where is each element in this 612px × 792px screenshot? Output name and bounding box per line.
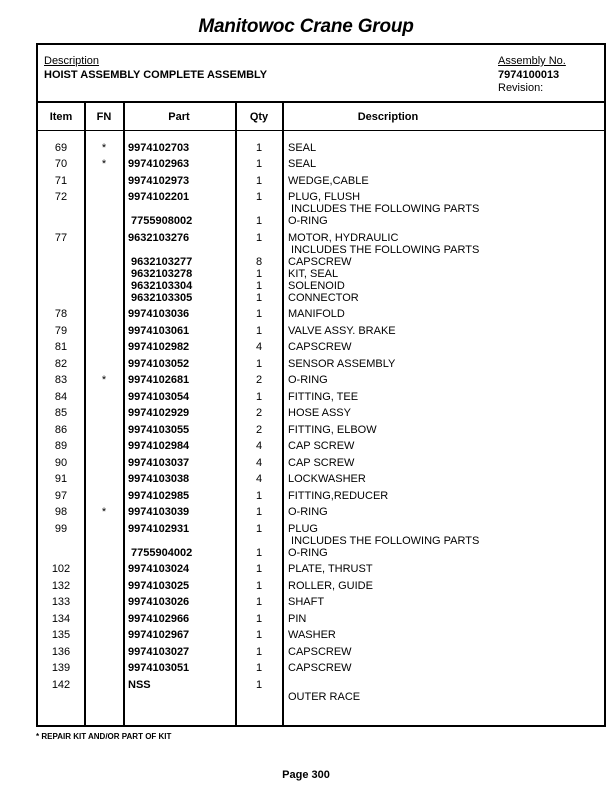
part-number-cell: 9974103039	[128, 506, 190, 518]
qty-cell: 1	[255, 662, 263, 674]
description-cell: INCLUDES THE FOLLOWING PARTS	[288, 203, 480, 215]
part-number-cell: 9974102984	[128, 440, 190, 452]
item-cell: 102	[51, 563, 71, 575]
qty-cell: 1	[255, 142, 263, 154]
item-cell: 135	[51, 629, 71, 641]
qty-cell: 1	[255, 358, 263, 370]
col-header-item: Item	[49, 111, 73, 123]
fn-cell: *	[101, 158, 107, 170]
item-cell: 83	[54, 374, 68, 386]
description-cell: ROLLER, GUIDE	[288, 580, 373, 592]
description-cell: OUTER RACE	[288, 691, 361, 703]
item-cell: 97	[54, 490, 68, 502]
qty-cell: 1	[255, 563, 263, 575]
part-number-cell: 9974102985	[128, 490, 190, 502]
qty-cell: 2	[255, 374, 263, 386]
description-cell: CONNECTOR	[288, 292, 359, 304]
description-cell: CAP SCREW	[288, 440, 355, 452]
description-cell: INCLUDES THE FOLLOWING PARTS	[288, 244, 480, 256]
description-cell: SEAL	[288, 158, 317, 170]
qty-cell: 1	[255, 391, 263, 403]
description-cell: VALVE ASSY. BRAKE	[288, 325, 396, 337]
item-cell: 72	[54, 191, 68, 203]
item-cell: 85	[54, 407, 68, 419]
part-number-cell: 7755904002	[128, 547, 193, 559]
document-title: Manitowoc Crane Group	[198, 16, 414, 37]
item-cell: 139	[51, 662, 71, 674]
part-number-cell: 9974103026	[128, 596, 190, 608]
description-cell: CAPSCREW	[288, 662, 352, 674]
qty-cell: 1	[255, 580, 263, 592]
parts-table-frame	[36, 43, 606, 727]
part-number-cell: 9974102703	[128, 142, 190, 154]
item-cell: 82	[54, 358, 68, 370]
description-cell: SENSOR ASSEMBLY	[288, 358, 396, 370]
qty-cell: 1	[255, 679, 263, 691]
part-number-cell: 9974102931	[128, 523, 190, 535]
parts-table-body	[38, 45, 604, 725]
part-number-cell: 9974102967	[128, 629, 190, 641]
description-cell: PLATE, THRUST	[288, 563, 373, 575]
qty-cell: 1	[255, 596, 263, 608]
item-cell: 133	[51, 596, 71, 608]
description-cell: SHAFT	[288, 596, 325, 608]
description-cell: SOLENOID	[288, 280, 345, 292]
qty-cell: 1	[255, 280, 263, 292]
item-cell: 90	[54, 457, 68, 469]
description-cell: WEDGE,CABLE	[288, 175, 369, 187]
item-cell: 84	[54, 391, 68, 403]
qty-cell: 2	[255, 407, 263, 419]
item-cell: 99	[54, 523, 68, 535]
qty-cell: 1	[255, 158, 263, 170]
part-number-cell: 9632103277	[128, 256, 193, 268]
part-number-cell: 9974103027	[128, 646, 190, 658]
part-number-cell: 9974102681	[128, 374, 190, 386]
part-number-cell: 9974103055	[128, 424, 190, 436]
part-number-cell: 9974103024	[128, 563, 190, 575]
item-cell: 136	[51, 646, 71, 658]
part-number-cell: 9974103038	[128, 473, 190, 485]
qty-cell: 1	[255, 175, 263, 187]
description-cell: FITTING, ELBOW	[288, 424, 377, 436]
qty-cell: 4	[255, 473, 263, 485]
qty-cell: 1	[255, 215, 263, 227]
description-cell: CAPSCREW	[288, 341, 352, 353]
part-number-cell: 9974102966	[128, 613, 190, 625]
item-cell: 77	[54, 232, 68, 244]
description-cell: O-RING	[288, 547, 328, 559]
part-number-cell: 7755908002	[128, 215, 193, 227]
part-number-cell: 9974102201	[128, 191, 190, 203]
item-cell: 91	[54, 473, 68, 485]
item-cell: 86	[54, 424, 68, 436]
description-value: HOIST ASSEMBLY COMPLETE ASSEMBLY	[44, 69, 268, 81]
description-cell: LOCKWASHER	[288, 473, 366, 485]
qty-cell: 1	[255, 268, 263, 280]
qty-cell: 4	[255, 341, 263, 353]
qty-cell: 4	[255, 440, 263, 452]
part-number-cell: 9632103276	[128, 232, 190, 244]
part-number-cell: 9974103054	[128, 391, 190, 403]
part-number-cell: 9974103025	[128, 580, 190, 592]
description-cell: O-RING	[288, 374, 328, 386]
qty-cell: 8	[255, 256, 263, 268]
part-number-cell: 9974102963	[128, 158, 190, 170]
part-number-cell: 9974102982	[128, 341, 190, 353]
part-number-cell: 9974102973	[128, 175, 190, 187]
part-number-cell: 9632103305	[128, 292, 193, 304]
description-cell: CAPSCREW	[288, 256, 352, 268]
description-cell: MOTOR, HYDRAULIC	[288, 232, 399, 244]
qty-cell: 1	[255, 646, 263, 658]
description-cell: MANIFOLD	[288, 308, 345, 320]
part-number-cell: 9974103052	[128, 358, 190, 370]
description-cell: FITTING,REDUCER	[288, 490, 389, 502]
description-cell: PIN	[288, 613, 307, 625]
assembly-no-value: 7974100013	[498, 69, 560, 81]
description-cell: PLUG	[288, 523, 318, 535]
item-cell: 98	[54, 506, 68, 518]
qty-cell: 1	[255, 490, 263, 502]
fn-cell: *	[101, 142, 107, 154]
part-number-cell: 9632103278	[128, 268, 193, 280]
qty-cell: 1	[255, 292, 263, 304]
item-cell: 89	[54, 440, 68, 452]
qty-cell: 2	[255, 424, 263, 436]
col-header-description: Description	[357, 111, 419, 123]
revision-label: Revision:	[498, 82, 544, 94]
repair-kit-footnote: * REPAIR KIT AND/OR PART OF KIT	[36, 732, 172, 741]
col-header-qty: Qty	[249, 111, 269, 123]
col-header-part: Part	[168, 111, 190, 123]
part-number-cell: NSS	[128, 679, 151, 691]
description-cell: O-RING	[288, 215, 328, 227]
item-cell: 79	[54, 325, 68, 337]
fn-cell: *	[101, 506, 107, 518]
description-cell: CAPSCREW	[288, 646, 352, 658]
assembly-no-label: Assembly No.	[498, 55, 566, 67]
part-number-cell: 9632103304	[128, 280, 193, 292]
item-cell: 132	[51, 580, 71, 592]
qty-cell: 1	[255, 308, 263, 320]
item-cell: 134	[51, 613, 71, 625]
description-cell: CAP SCREW	[288, 457, 355, 469]
qty-cell: 4	[255, 457, 263, 469]
description-cell: INCLUDES THE FOLLOWING PARTS	[288, 535, 480, 547]
item-cell: 142	[51, 679, 71, 691]
description-cell: SEAL	[288, 142, 317, 154]
description-cell: FITTING, TEE	[288, 391, 359, 403]
fn-cell: *	[101, 374, 107, 386]
item-cell: 70	[54, 158, 68, 170]
description-cell: O-RING	[288, 506, 328, 518]
part-number-cell: 9974103051	[128, 662, 190, 674]
qty-cell: 1	[255, 506, 263, 518]
description-cell: KIT, SEAL	[288, 268, 339, 280]
qty-cell: 1	[255, 523, 263, 535]
description-cell: PLUG, FLUSH	[288, 191, 361, 203]
col-header-fn: FN	[96, 111, 112, 123]
item-cell: 81	[54, 341, 68, 353]
item-cell: 71	[54, 175, 68, 187]
qty-cell: 1	[255, 629, 263, 641]
description-cell: WASHER	[288, 629, 336, 641]
qty-cell: 1	[255, 232, 263, 244]
description-cell: HOSE ASSY	[288, 407, 351, 419]
item-cell: 78	[54, 308, 68, 320]
description-label: Description	[44, 55, 100, 67]
qty-cell: 1	[255, 325, 263, 337]
qty-cell: 1	[255, 613, 263, 625]
qty-cell: 1	[255, 191, 263, 203]
page-number: Page 300	[282, 769, 330, 781]
part-number-cell: 9974102929	[128, 407, 190, 419]
part-number-cell: 9974103037	[128, 457, 190, 469]
item-cell: 69	[54, 142, 68, 154]
qty-cell: 1	[255, 547, 263, 559]
part-number-cell: 9974103036	[128, 308, 190, 320]
part-number-cell: 9974103061	[128, 325, 190, 337]
